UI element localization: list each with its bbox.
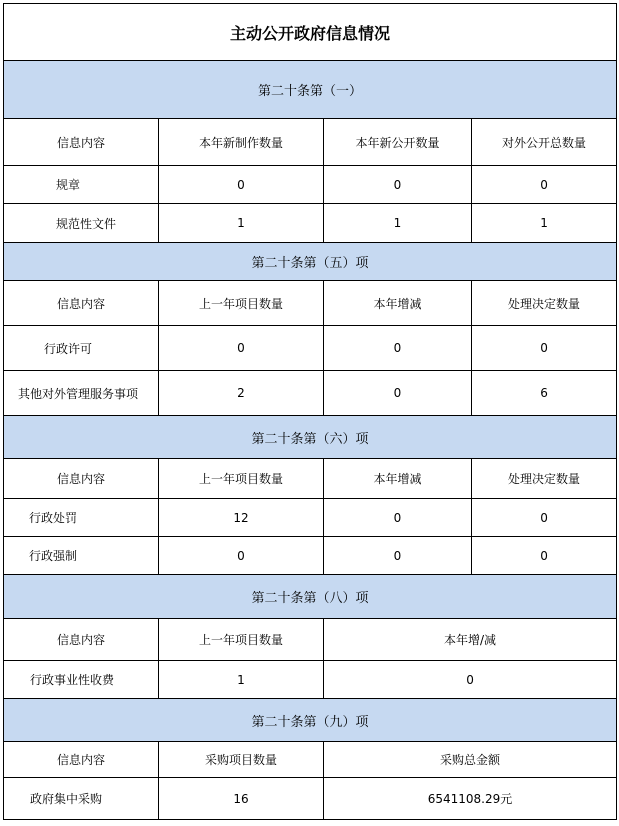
data-cell: 0 [324, 166, 472, 204]
section-heading-1: 第二十条第（一） [4, 61, 617, 119]
data-cell: 0 [472, 499, 617, 537]
header-cell: 信息内容 [4, 281, 159, 326]
data-cell: 1 [324, 204, 472, 243]
row-label: 行政事业性收费 [4, 661, 159, 699]
header-cell: 采购项目数量 [159, 742, 324, 778]
row-label: 行政强制 [4, 537, 159, 575]
data-cell: 0 [324, 371, 472, 416]
row-label: 政府集中采购 [4, 778, 159, 820]
data-cell: 0 [324, 326, 472, 371]
disclosure-table [3, 3, 617, 820]
section-heading-8: 第二十条第（八）项 [4, 575, 617, 619]
data-cell: 6541108.29元 [324, 778, 617, 820]
data-cell: 0 [159, 537, 324, 575]
data-cell: 1 [159, 661, 324, 699]
row-label: 行政许可 [4, 326, 159, 371]
header-cell: 信息内容 [4, 742, 159, 778]
data-cell: 0 [472, 537, 617, 575]
header-cell: 对外公开总数量 [472, 119, 617, 166]
data-cell: 0 [159, 326, 324, 371]
row-label: 其他对外管理服务事项 [4, 371, 159, 416]
table-title: 主动公开政府信息情况 [4, 4, 617, 61]
row-label: 规章 [4, 166, 159, 204]
section-heading-9: 第二十条第（九）项 [4, 699, 617, 742]
header-cell: 处理决定数量 [472, 459, 617, 499]
header-cell: 本年新公开数量 [324, 119, 472, 166]
header-cell: 本年新制作数量 [159, 119, 324, 166]
data-cell: 1 [159, 204, 324, 243]
header-cell: 采购总金额 [324, 742, 617, 778]
data-cell: 6 [472, 371, 617, 416]
data-cell: 16 [159, 778, 324, 820]
header-cell: 本年增减 [324, 281, 472, 326]
data-cell: 0 [324, 499, 472, 537]
data-cell: 2 [159, 371, 324, 416]
row-label: 规范性文件 [4, 204, 159, 243]
section-heading-6: 第二十条第（六）项 [4, 416, 617, 459]
section-heading-5: 第二十条第（五）项 [4, 243, 617, 281]
header-cell: 本年增减 [324, 459, 472, 499]
row-label: 行政处罚 [4, 499, 159, 537]
data-cell: 0 [472, 166, 617, 204]
data-cell: 1 [472, 204, 617, 243]
data-cell: 12 [159, 499, 324, 537]
data-cell: 0 [324, 537, 472, 575]
header-cell: 上一年项目数量 [159, 281, 324, 326]
header-cell: 本年增/减 [324, 619, 617, 661]
data-cell: 0 [324, 661, 617, 699]
header-cell: 信息内容 [4, 119, 159, 166]
data-cell: 0 [472, 326, 617, 371]
header-cell: 上一年项目数量 [159, 459, 324, 499]
header-cell: 处理决定数量 [472, 281, 617, 326]
header-cell: 信息内容 [4, 619, 159, 661]
header-cell: 上一年项目数量 [159, 619, 324, 661]
header-cell: 信息内容 [4, 459, 159, 499]
data-cell: 0 [159, 166, 324, 204]
